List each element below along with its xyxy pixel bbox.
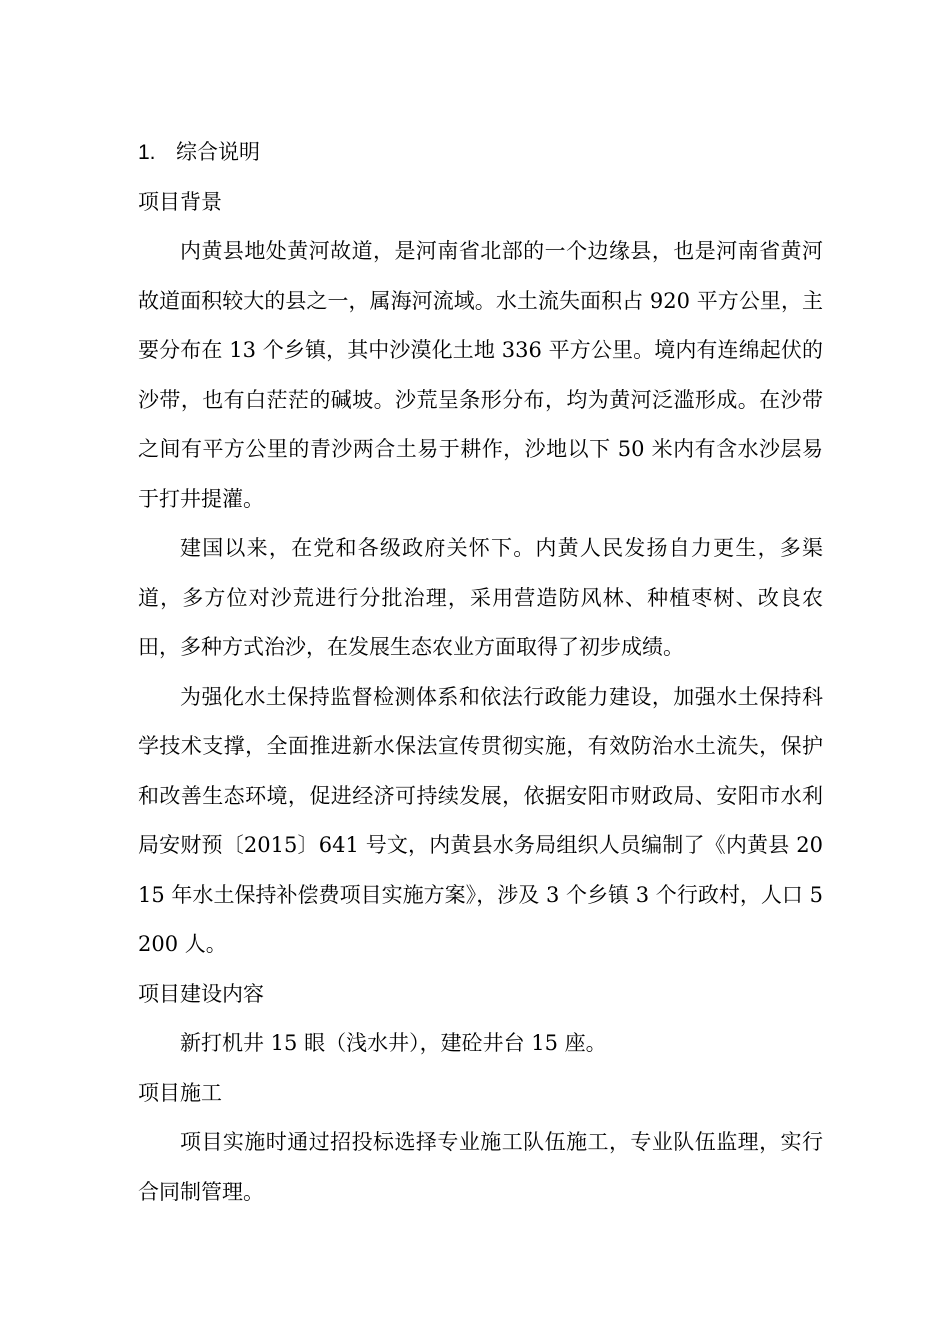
section-title: 项目施工: [138, 1080, 222, 1105]
section-construction-content: [138, 970, 823, 1069]
section-title: 项目背景: [138, 189, 222, 214]
paragraph: 内黄县地处黄河故道，是河南省北部的一个边缘县，也是河南省黄河故道面积较大的县之一，属海河流域。水土流失面积占 920 平方公里，主要分布在 13 个乡镇，其中沙漠化土地 336 平方公里。境内有连绵起伏的沙带，也有白茫茫的碱坡。沙荒呈条形分布，均为黄河泛滥形成。在沙带之间有平方公里的青沙两合土易于耕作，沙地以下 50 米内有含水沙层易于打井提灌。: [138, 239, 823, 511]
chapter-title: 综合说明: [176, 140, 260, 164]
chapter-number: 1.: [138, 141, 156, 164]
chapter-heading: [138, 128, 823, 178]
document-page: [138, 128, 823, 1217]
paragraph: 建国以来，在党和各级政府关怀下。内黄人民发扬自力更生，多渠道，多方位对沙荒进行分批治理，采用营造防风林、种植枣树、改良农田，多种方式治沙，在发展生态农业方面取得了初步成绩。: [138, 536, 823, 659]
paragraph: 新打机井 15 眼（浅水井），建砼井台 15 座。: [180, 1031, 607, 1055]
paragraph: 为强化水土保持监督检测体系和依法行政能力建设，加强水土保持科学技术支撑，全面推进新水保法宣传贯彻实施，有效防治水土流失，保护和改善生态环境，促进经济可持续发展，依据安阳市财政局、安阳市水利局安财预〔2015〕641 号文，内黄县水务局组织人员编制了《内黄县 2015 年水土保持补偿费项目实施方案》，涉及 3 个乡镇 3 个行政村，人口 5200 人。: [138, 684, 823, 956]
paragraph: 项目实施时通过招投标选择专业施工队伍施工，专业队伍监理，实行合同制管理。: [138, 1130, 823, 1204]
section-background: [138, 178, 823, 970]
section-construction: [138, 1069, 823, 1218]
section-title: 项目建设内容: [138, 981, 264, 1006]
